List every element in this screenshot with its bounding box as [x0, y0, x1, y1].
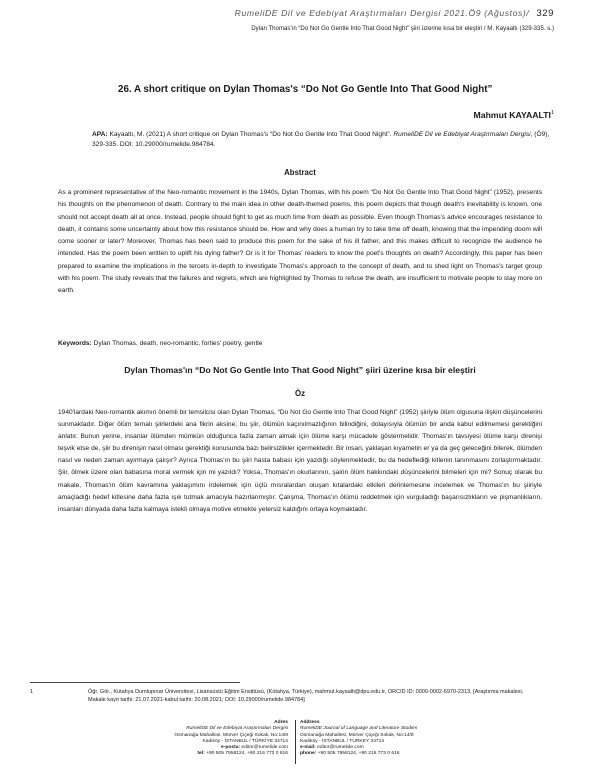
article-title: 26. A short critique on Dylan Thomas's “Do Not Go Gentle Into That Good Night”: [118, 84, 493, 95]
address-divider: [295, 720, 296, 764]
address-en-journal: RumeliDE Journal of Language and Literature Studies: [300, 726, 418, 732]
oz-heading: Öz: [295, 389, 305, 398]
address-en-email-label: e-mail:: [300, 745, 316, 751]
address-en-phone-value: +90 505 7958124, +90 216 773 0 616: [316, 751, 400, 757]
keywords-label: Keywords:: [58, 340, 92, 347]
page-number: 329: [536, 8, 554, 19]
apa-text: Kayaaltı, M. (2021) A short critique on Dylan Thomas's “Do Not Go Gentle Into That Good Night”.: [107, 131, 394, 138]
address-en-label: Address: [300, 720, 320, 725]
address-tr-email-value[interactable]: editor@rumelide.com: [240, 745, 288, 751]
keywords-line: [58, 340, 262, 347]
address-en-line2: Kadıköy - İSTANBUL / TURKEY 34714: [300, 738, 385, 744]
apa-label: APA:: [92, 131, 108, 138]
footnote-text: Öğr. Gör., Kütahya Dumlupınar Üniversitesi, Lisansüstü Eğitim Enstitüsü, (Kütahya, Türkiye), mahmut.kayaalti@dpu.edu.tr, ORCID ID: 0000-0002-6970-2313, [Araştırma makalesi, Makale kayıt tarihi: 21.07.2021-kabul tarihi: 20.08.2021; DOI: 10.29000/rumelide.984784]: [88, 689, 524, 704]
apa-citation: [92, 130, 558, 150]
address-tr-phone-value: +90 505 7958124, +90 216 773 0 616: [204, 751, 288, 757]
address-turkish: [120, 720, 288, 758]
footnote-mark: 1: [30, 689, 34, 695]
oz-body: 1940'lardaki Neo-romantik akımın önemli bir temsilcisi olan Dylan Thomas, “Do Not Go Gentle Into That Good Night” (1952) şiiriyle ölüm olgusuna ilişkin düşüncelerini sunmaktadır. Diğer ölüm temalı şiirlerdeki ana fikrin aksine; bu şiir, ölümün kaçınılmazlığının bilindiğini, dolayısıyla ölümün bir anda kabul edilmemesi gerektiğini anlatır. Bunun yerine, insanlar ölümden mümkün olduğunca fazla zaman almak için ölüme karşı mücadele göstermelidir. Thomas'ın tavsiyesi ölüme karşı direnişi teşvik etse de, şiir bu direnişin nasıl olması gerektiği konusunda bazı belirsizlikler içermektedir. Bir insan, yaklaşan kıyametin er ya da geç geleceğini bilerek, ölümden nasıl ve neden zaman ayırmaya çalışır? Ayrıca Thomas'ın bu şiiri hasta babası için yazdığı söylenmektedir, bu da hedeflediği kitlenin tanınmasını zorlaştırmaktadır. Şiir, ölmek üzere olan babasına moral vermek için mi yazıldı? Yoksa, Thomas'ın okurlarının, şairin ölüm hakkındaki düşüncelerini bilmeleri için mi? Sonuç olarak bu makale, Thomas'ın ölüm kavramına yaklaşımını irdelemek için üçlü mısralardan oluşan kıtalardaki etkileri derinlemesine incelemek ve Thomas'ın bu şiiriyle amaçladığı hedef kitlesine daha fazla ışık tutmak amacıyla hazırlanmıştır. Çalışma, Thomas'ın ölümü reddetmek için vurguladığı başarısızlıkların ve pişmanlıkların, insanları dünyada daha fazla kalmaya istekli olmaya motive etmekte yetersiz kaldığını ortaya koymaktadır.: [58, 409, 542, 513]
footnote: [30, 688, 542, 705]
author-name-text: Mahmut KAYAALTI: [473, 110, 551, 120]
address-en-line1: Osmanağa Mahallesi, Mürver Çiçeği Sokak, No:14/8: [300, 732, 414, 738]
apa-rest: , (Ö9), 329-335. DOI: 10.29000/rumelide.984784.: [92, 131, 550, 148]
running-header: [235, 8, 554, 19]
apa-journal: RumeliDE Dil ve Edebiyat Araştırmaları Dergisi: [393, 131, 531, 138]
address-english: [300, 720, 468, 758]
author-footnote-mark: 1: [550, 110, 554, 117]
address-en-phone: [300, 751, 468, 757]
abstract-body: As a prominent representative of the Neo-romantic movement in the 1940s, Dylan Thomas, with his poem “Do Not Go Gentle Into That Good Night” (1952), presents his thoughts on the phenomenon of death. Contrary to the main idea in other death-themed poems, this poem depicts that though death's inevitability is known, one should not accept death all at once. Instead, people should fight to get as much time from death as possible. Even though Thomas's advice encourages resistance to death, it contains some uncertainty about how this resistance should be. How and why does a human try to take time off death, knowing that the impending doom will come sooner or later? Moreover, Thomas has been said to produce this poem for the sake of his ill father, and this makes difficult to recognize the audience he intended. Has the poem been written to uplift his dying father? Or is it for Thomas' readers to know the poet's thoughts on death? Accordingly, this paper has been prepared to examine the implications in the tercets in-depth to investigate Thomas's approach to the concept of death, and to shed light on Thomas's target group with his poem. The study reveals that the failures and regrets, which are highlighted by Thomas to refuse the death, are insufficient to motivate people to stay more on earth.: [58, 189, 542, 294]
address-en-phone-label: phone:: [300, 751, 317, 757]
abstract-heading: Abstract: [284, 168, 316, 177]
keywords-text: Dylan Thomas, death, neo-romantic, forties' poetry, gentle: [91, 340, 263, 347]
turkish-title: Dylan Thomas'ın “Do Not Go Gentle Into That Good Night” şiiri üzerine kısa bir eleştiri: [124, 365, 476, 375]
journal-issue: RumeliDE Dil ve Edebiyat Araştırmaları Dergisi 2021.Ö9 (Ağustos)/: [234, 8, 530, 18]
address-tr-journal: RumeliDE Dil ve Edebiyat Araştırmaları Dergisi: [186, 726, 288, 732]
address-tr-email-label: e-posta:: [221, 745, 241, 751]
address-en-email-value[interactable]: editor@rumelide.com: [315, 745, 364, 751]
running-title: Dylan Thomas'ın “Do Not Go Gentle Into That Good Night” şiiri üzerine kısa bir eleştiri / M. Kayaaltı (329-335. s.): [251, 25, 554, 32]
address-tr-line1: Osmanağa Mahallesi, Mürver Çiçeği Sokak, No:14/8: [174, 732, 288, 738]
address-tr-label: Adres: [274, 720, 288, 725]
address-tr-line2: Kadıköy - İSTANBUL / TÜRKİYE 34714: [202, 738, 288, 744]
address-tr-phone-label: tel:: [197, 751, 205, 757]
footnote-divider: [30, 682, 240, 683]
author-name: [474, 110, 554, 120]
address-tr-phone: [120, 751, 288, 757]
